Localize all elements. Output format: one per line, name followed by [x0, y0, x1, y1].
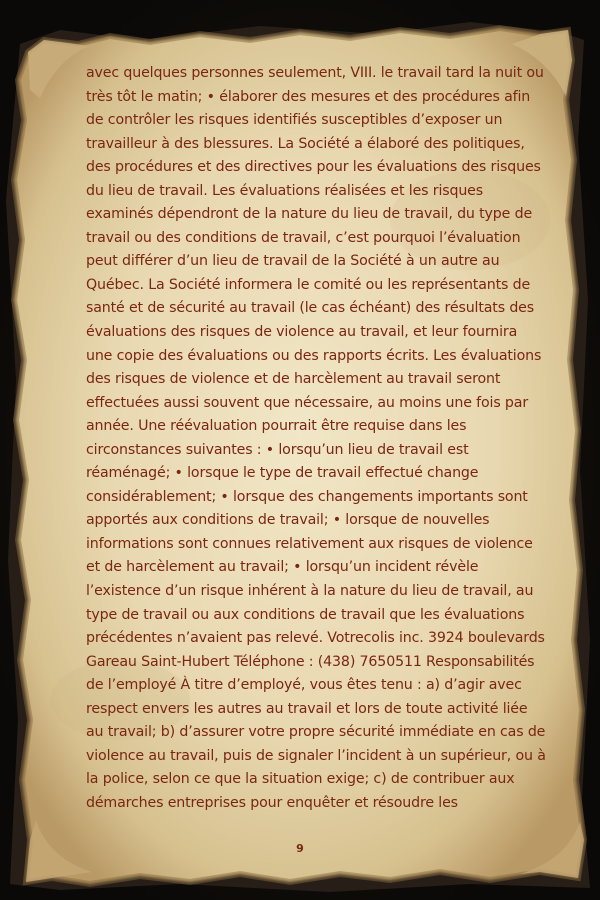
page-number: 9 — [296, 842, 304, 855]
body-text: avec quelques personnes seulement, VIII. le travail tard la nuit ou très tôt le matin; • élaborer des mesures et des procédures afin de contrôler les risques identifiés susceptibles d’exposer un travailleur à des blessures. La Société a élaboré des politiques, des procédures et des directives pour les évaluations des risques du lieu de travail. Les évaluations réalisées et les risques examinés dépendront de la nature du lieu de travail, du type de travail ou des conditions de travail, c’est pourquoi l’évaluation peut différer d’un lieu de travail de la Société à un autre au Québec. La Société informera le comité ou les représentants de santé et de sécurité au travail (le cas échéant) des résultats des évaluations des risques de violence au travail, et leur fournira une copie des évaluations ou des rapports écrits. Les évaluations des risques de violence et de harcèlement au travail seront effectuées aussi souvent que nécessaire, au moins une fois par année. Une réévaluation pourrait être requise dans les circonstances suivantes : • lorsqu’un lieu de travail est réaménagé; • lorsque le type de travail effectué change considérablement; • lorsque des changements importants sont apportés aux conditions de travail; • lorsque de nouvelles informations sont connues relativement aux risques de violence et de harcèlement au travail; • lorsqu’un incident révèle l’existence d’un risque inhérent à la nature du lieu de travail, au type de travail ou aux conditions de travail que les évaluations précédentes n’avaient pas relevé. Votrecolis inc. 3924 boulevards Gareau Saint-Hubert Téléphone : (438) 7650511 Responsabilités de l’employé À titre d’employé, vous êtes tenu : a) d’agir avec respect envers les autres au travail et lors de toute activité liée au travail; b) d’assurer votre propre sécurité immédiate en cas de violence au travail, puis de signaler l’incident à un supérieur, ou à la police, selon ce que la situation exige; c) de contribuer aux démarches entreprises pour enquêter et résoudre les — [86, 65, 546, 811]
